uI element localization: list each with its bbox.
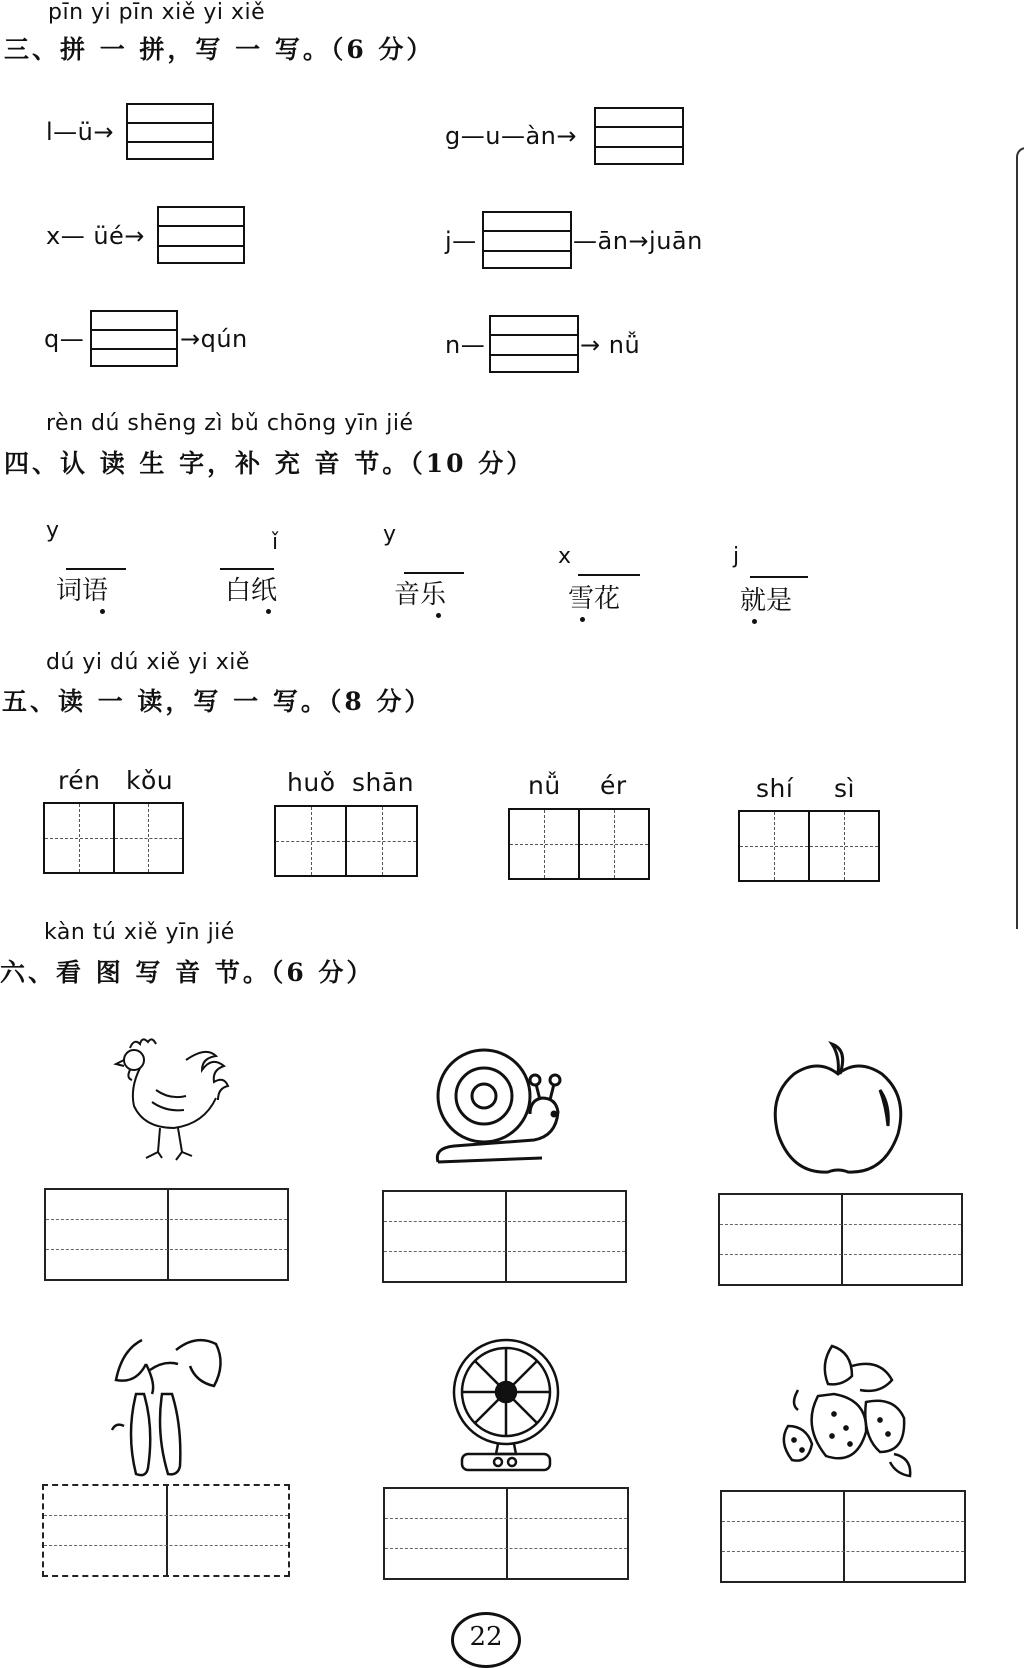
s5-item2-syllable2: shān [352,768,415,797]
emphasis-dot [752,619,757,624]
s4-item2-word: 白纸 [225,576,278,606]
character-writing-grid[interactable] [274,805,418,877]
page-number-badge [451,1612,521,1668]
section5-pinyin: dú yi dú xiě yi xiě [46,650,250,675]
s4-item1-word: 词语 [56,576,109,606]
cucumber-picture [106,1330,236,1480]
pinyin-answer-box[interactable] [44,1188,289,1281]
apple-picture [768,1040,908,1180]
pinyin-answer-box[interactable] [383,1487,629,1580]
character-writing-grid[interactable] [738,810,880,882]
pinyin-answer-box[interactable] [720,1490,966,1583]
character-writing-grid[interactable] [508,808,650,880]
section3-item5-right: —ān→juān [573,227,703,255]
page-edge-border [1016,147,1024,929]
pinyin-writing-box[interactable] [594,107,684,165]
section6-pinyin: kàn tú xiě yīn jié [44,920,235,945]
section3-item6-right: → nǚ [580,331,641,359]
s5-item1-syllable1: rén [58,766,101,795]
s5-item4-syllable1: shí [756,774,794,803]
pinyin-writing-box[interactable] [126,103,214,160]
section4-title: 四、认 读 生 字，补 充 音 节。（10 分） [4,449,535,478]
fan-picture [448,1336,568,1476]
pinyin-writing-box[interactable] [489,315,579,373]
page-number: 22 [469,1622,503,1652]
s4-item1-initial: y [46,518,60,543]
s4-item3-word: 音乐 [394,580,447,610]
pinyin-writing-box[interactable] [157,206,245,264]
section3-item2-left: x— üé→ [46,222,145,250]
section3-item3-left: q— [44,325,85,353]
s4-item4-word: 雪花 [568,584,621,614]
character-writing-grid[interactable] [43,802,184,874]
s4-item2-tone-tail: ǐ [272,530,279,555]
pinyin-writing-box[interactable] [90,310,178,367]
snail-picture [428,1040,578,1170]
s4-item4-initial: x [558,544,572,569]
pinyin-blank[interactable] [578,574,640,576]
section3-item4-left: g—u—àn→ [445,122,577,150]
s4-item5-word: 就是 [740,586,793,616]
emphasis-dot [266,609,271,614]
section3-title: 三、拼 一 拼，写 一 写。（6 分） [4,35,435,64]
section3-item3-right: →qún [180,325,248,353]
section6-title: 六、看 图 写 音 节。（6 分） [0,958,375,987]
rooster-picture [100,1030,240,1170]
s5-item4-syllable2: sì [834,774,855,803]
section3-item6-left: n— [445,331,486,359]
emphasis-dot [436,613,441,618]
section3-item5-left: j— [445,227,477,255]
s4-item5-initial: j [733,544,740,569]
pinyin-answer-box[interactable] [42,1484,290,1577]
s5-item1-syllable2: kǒu [126,766,174,795]
pinyin-answer-box[interactable] [718,1193,963,1286]
s5-item3-syllable2: ér [600,771,627,800]
section3-pinyin: pīn yi pīn xiě yi xiě [48,0,266,25]
section4-pinyin: rèn dú shēng zì bǔ chōng yīn jié [46,411,414,436]
s5-item2-syllable1: huǒ [287,768,336,797]
emphasis-dot [580,617,585,622]
section5-title: 五、读 一 读，写 一 写。（8 分） [2,687,433,716]
s5-item3-syllable1: nǚ [528,771,561,800]
section3-item1-left: l—ü→ [46,118,114,146]
pinyin-answer-box[interactable] [382,1190,627,1283]
pinyin-blank[interactable] [750,576,808,578]
strawberry-picture [768,1336,918,1486]
s4-item3-initial: y [383,522,397,547]
pinyin-writing-box[interactable] [482,211,572,269]
emphasis-dot [100,609,105,614]
